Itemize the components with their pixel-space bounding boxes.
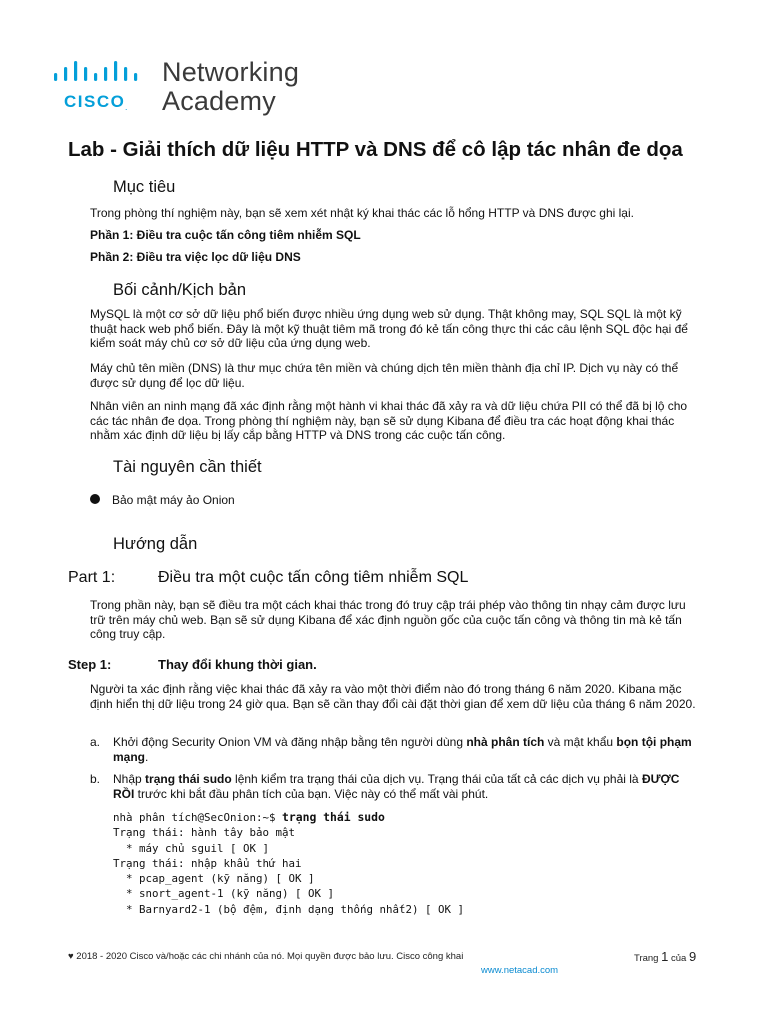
resource-item: Bảo mật máy ảo Onion <box>112 493 235 507</box>
list-label-b: b. <box>90 772 101 786</box>
logo-networking-text: Networking <box>162 57 300 87</box>
part1-title: Điều tra một cuộc tấn công tiêm nhiễm SQL <box>158 569 469 586</box>
objectives-heading: Mục tiêu <box>113 178 176 196</box>
step1-intro: Người ta xác định rằng việc khai thác đã xảy ra vào một thời điểm nào đó trong tháng 6 năm 2020. Kibana mặc định hiển thị dữ liệu trong 24 giờ qua. Bạn sẽ cần thay đổi cài đặt thời gian để xem dữ liệu của tháng 6 năm 2020. <box>90 682 696 711</box>
terminal-line: * pcap_agent (kỹ năng) [ OK ] <box>113 872 315 886</box>
logo-academy-text: Academy <box>162 86 276 116</box>
step1-heading <box>68 657 317 672</box>
objective-part1: Phần 1: Điều tra cuộc tấn công tiêm nhiễm SQL <box>90 228 361 242</box>
background-paragraph-1: MySQL là một cơ sở dữ liệu phổ biến được nhiều ứng dụng web sử dụng. Thật không may, SQL SQL là một kỹ thuật hack web phổ biến. Đây là một kỹ thuật tiêm mã trong đó kẻ tấn công thực thi các câu lệnh SQL độc hại để kiểm soát máy chủ cơ sở dữ liệu của ứng dụng web. <box>90 307 688 351</box>
footer-copyright: ♥ 2018 - 2020 Cisco và/hoặc các chi nhánh của nó. Mọi quyền được bảo lưu. Cisco công khai <box>68 951 464 962</box>
terminal-line: * máy chủ sguil [ OK ] <box>113 841 270 855</box>
bullet-icon <box>90 494 100 504</box>
part1-heading <box>68 569 468 587</box>
terminal-line: Trạng thái: nhập khẩu thứ hai <box>113 856 302 870</box>
footer-netacad-link[interactable]: www.netacad.com <box>481 965 559 976</box>
terminal-prompt: nhà phân tích@SecOnion:~$ <box>113 811 283 824</box>
terminal-line: * snort_agent-1 (kỹ năng) [ OK ] <box>113 887 335 901</box>
objective-part2: Phần 2: Điều tra việc lọc dữ liệu DNS <box>90 250 301 264</box>
cisco-bars-icon <box>52 60 148 86</box>
background-paragraph-2: Máy chủ tên miền (DNS) là thư mục chứa tên miền và chúng dịch tên miền thành địa chỉ IP. Dịch vụ này có thể được sử dụng để lọc dữ liệu. <box>90 361 679 390</box>
page-title: Lab - Giải thích dữ liệu HTTP và DNS để cô lập tác nhân đe dọa <box>68 138 683 161</box>
background-paragraph-3: Nhân viên an ninh mạng đã xác định rằng một hành vi khai thác đã xảy ra và dữ liệu chứa PII có thể đã bị lộ cho các tác nhân đe dọa. Trong phòng thí nghiệm này, bạn sẽ sử dụng Kibana để điều tra các hoạt động khai thác nhằm xác định dữ liệu bị lấy cắp bằng HTTP và DNS trong các cuộc tấn công. <box>90 399 688 443</box>
instructions-heading: Hướng dẫn <box>113 535 198 553</box>
terminal-output <box>113 810 464 917</box>
footer-page-number: Trang 1 của 9 <box>634 949 697 964</box>
step1-title: Thay đổi khung thời gian. <box>158 657 317 672</box>
part1-intro: Trong phần này, bạn sẽ điều tra một cách khai thác trong đó truy cập trái phép vào thông tin nhạy cảm được lưu trữ trên máy chủ web. Bạn sẽ sử dụng Kibana để xác định nguồn gốc của cuộc tấn công và thông tin mà kẻ tấn công truy cập. <box>90 598 686 642</box>
terminal-command: trạng thái sudo <box>282 810 385 824</box>
cisco-wordmark: CISCO. <box>64 92 128 112</box>
resources-heading: Tài nguyên cần thiết <box>113 458 262 476</box>
objectives-intro: Trong phòng thí nghiệm này, bạn sẽ xem xét nhật ký khai thác các lỗ hổng HTTP và DNS được ghi lại. <box>90 206 634 220</box>
list-label-a: a. <box>90 735 101 749</box>
terminal-line: * Barnyard2-1 (bộ đệm, định dạng thống nhất2) [ OK ] <box>113 902 465 916</box>
background-heading: Bối cảnh/Kịch bản <box>113 281 247 299</box>
step1-item-a: Khởi động Security Onion VM và đăng nhập bằng tên người dùng nhà phân tích và mật khẩu bọn tội phạm mạng. <box>113 735 692 764</box>
step1-number: Step 1: <box>68 657 112 672</box>
step1-item-b: Nhập trạng thái sudo lệnh kiểm tra trạng thái của dịch vụ. Trạng thái của tất cả các dịch vụ phải là ĐƯỢC RỒI trước khi bắt đầu phân tích của bạn. Việc này có thể mất vài phút. <box>113 772 680 801</box>
terminal-line: Trạng thái: hành tây bảo mật <box>113 826 296 840</box>
part1-number: Part 1: <box>68 569 116 586</box>
